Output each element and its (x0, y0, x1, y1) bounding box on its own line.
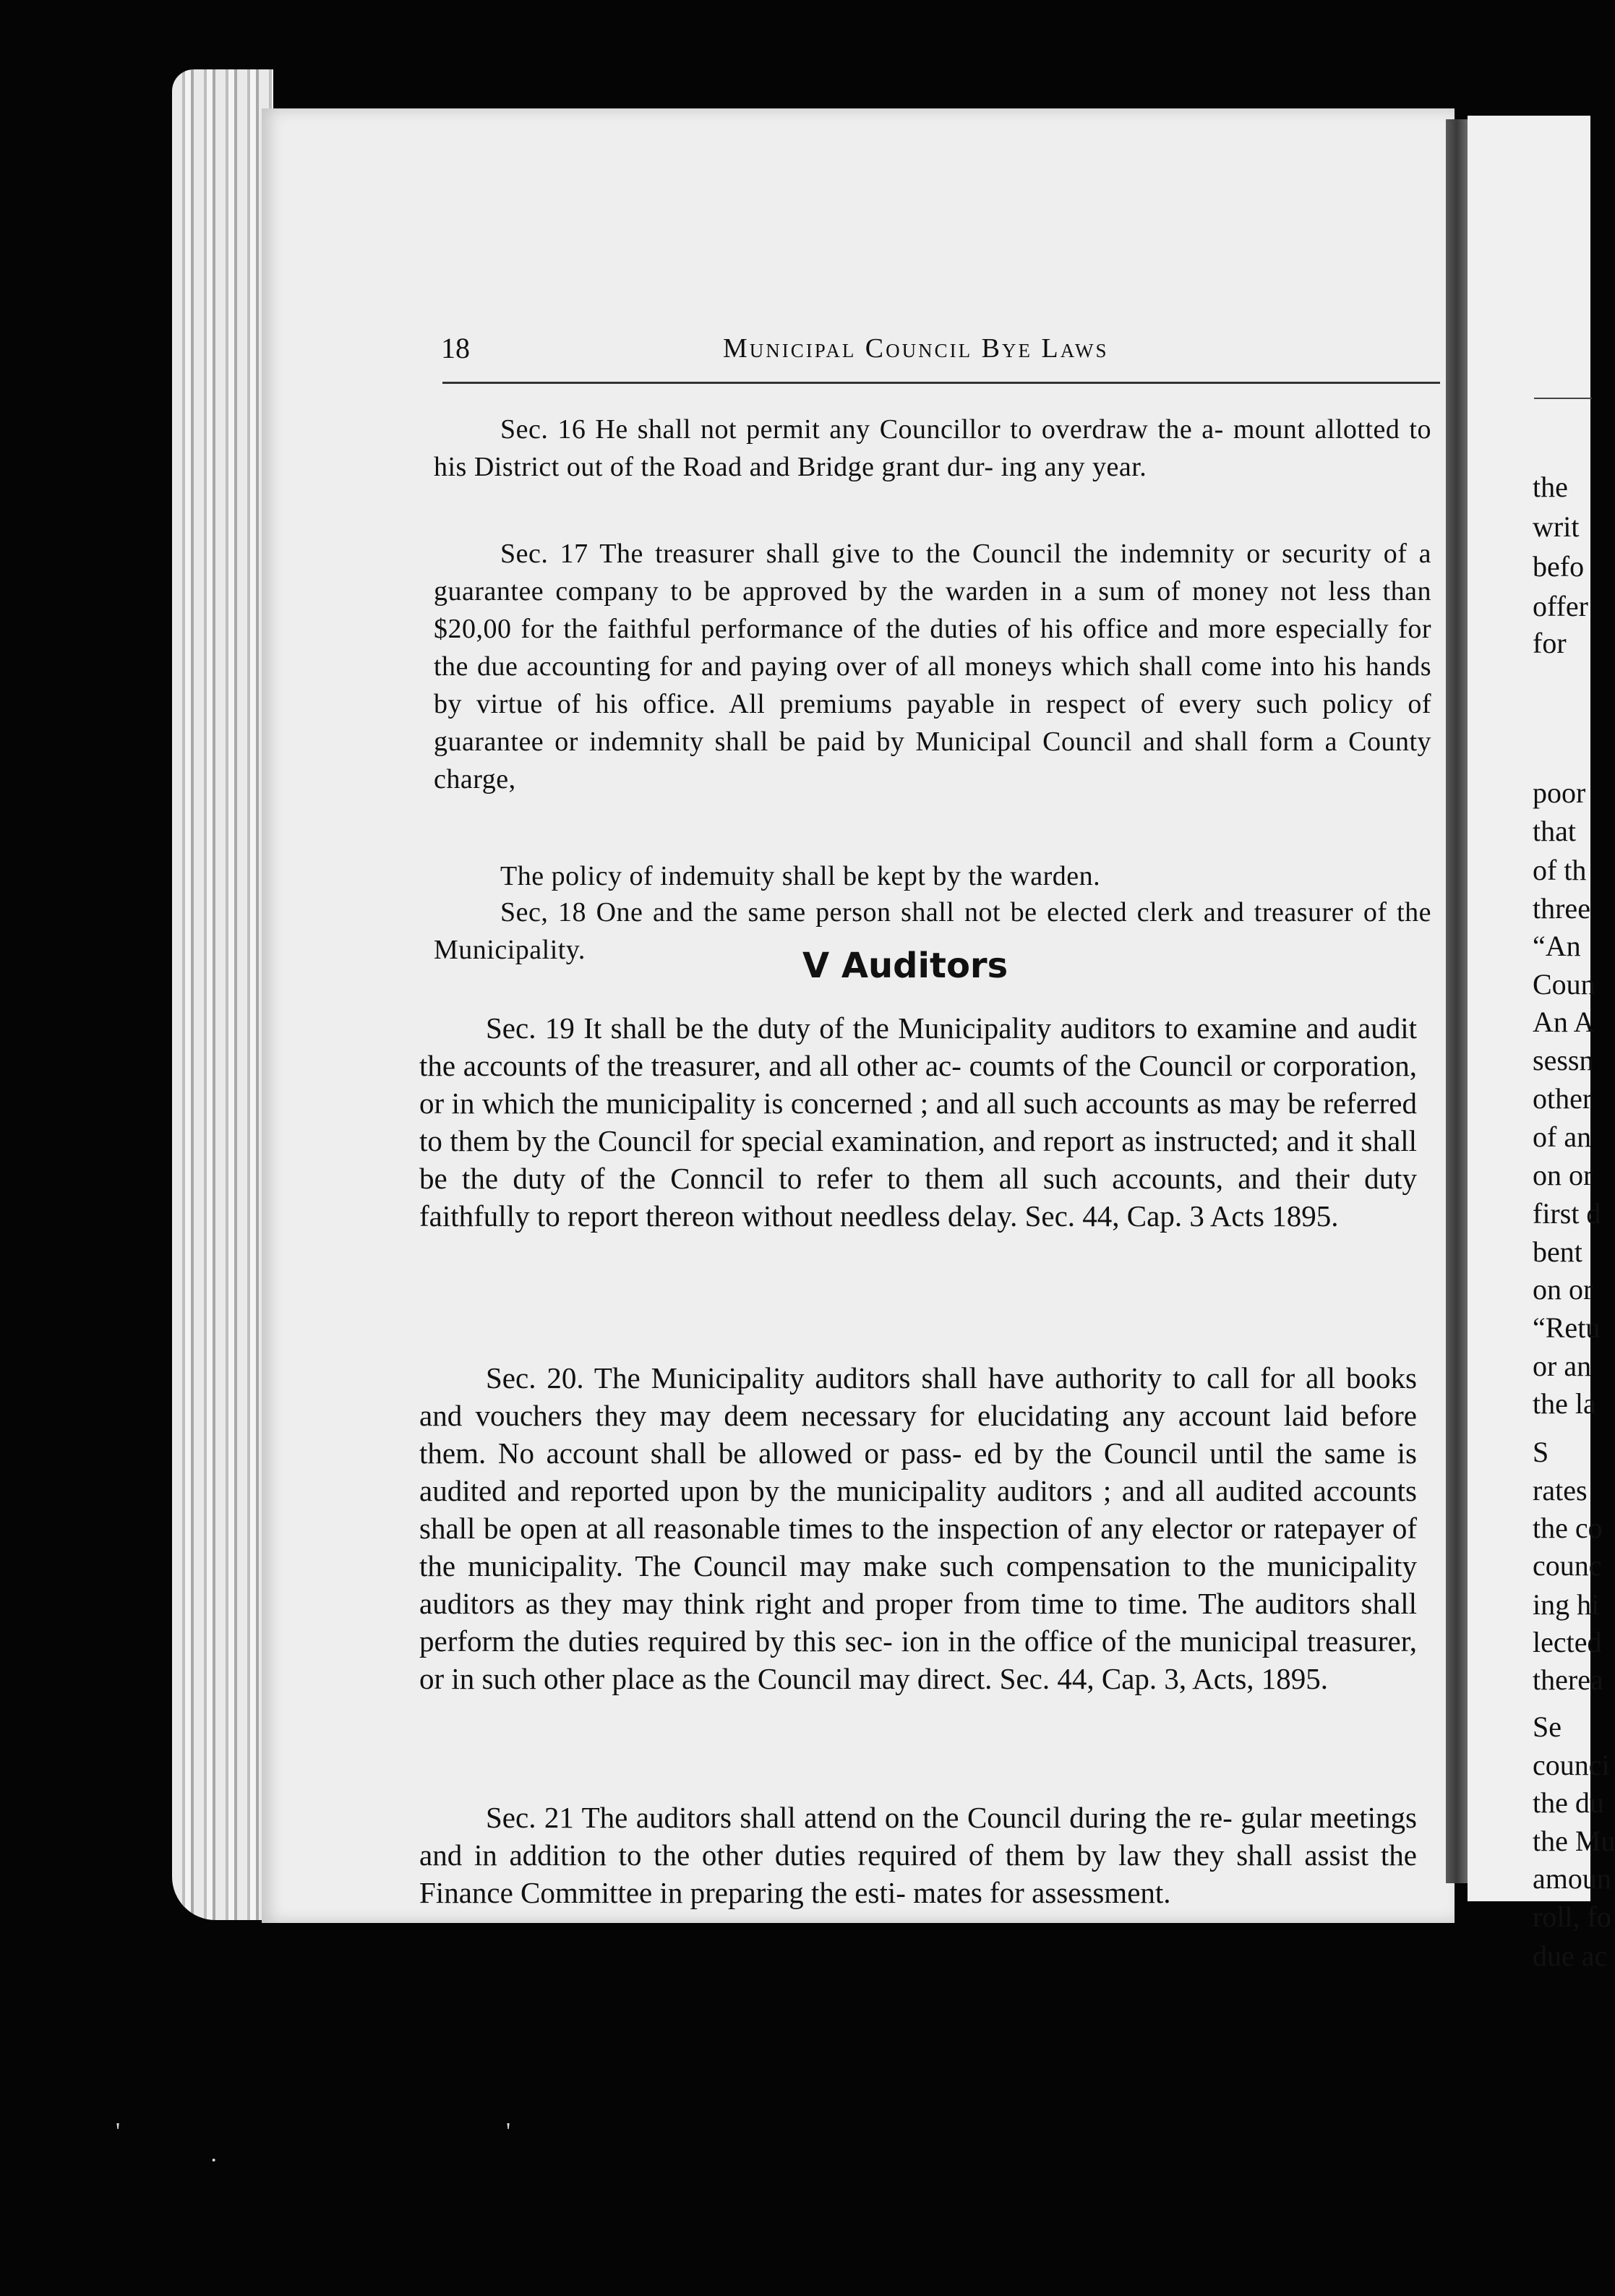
facing-page-line: amoun (1533, 1862, 1611, 1895)
facing-page-line: the co (1533, 1512, 1603, 1544)
section-heading-auditors: V Auditors (802, 946, 1008, 986)
facing-page-line: or an (1533, 1350, 1592, 1382)
facing-page-line: the (1533, 471, 1568, 503)
scan-speck: ' (506, 2118, 511, 2145)
facing-page-line: for (1533, 627, 1567, 659)
facing-page-line: bent (1533, 1235, 1582, 1268)
facing-page-rule (1534, 398, 1592, 399)
facing-page-line: Se (1533, 1710, 1562, 1743)
facing-page-line: on or (1533, 1273, 1593, 1306)
facing-page-line: that (1533, 815, 1576, 847)
facing-page-line: on or (1533, 1159, 1593, 1191)
facing-page-line: lected (1533, 1626, 1602, 1658)
facing-page-line: the du (1533, 1786, 1604, 1819)
policy-note: The policy of indemuity shall be kept by the warden. (500, 861, 1101, 891)
scan-speck: · (210, 2147, 218, 2174)
section-20: Sec. 20. The Municipality auditors shall have authority to call for all books and vouchers they may deem necessary for elucidating any account laid before them. No account shall be allowed or pass- ed by the Council until the same is audited and reported upon by the municipality auditors ; and all audited accounts shall be open at all reasonable times to the inspection of any elector or ratepayer of the municipality. The Council may make such compensation to the municipality auditors as they may think right and proper from time to time. The auditors shall perform the duties required by this sec- ion in the office of the municipal treasurer, or in such other place as the Council may direct. Sec. 44, Cap. 3, Acts, 1895. (419, 1361, 1417, 1695)
facing-page-line: “An (1533, 930, 1581, 962)
book-gutter (1446, 119, 1468, 1883)
facing-page-line: writ (1533, 510, 1580, 543)
facing-page-line: first d (1533, 1197, 1601, 1230)
page-number: 18 (441, 332, 470, 364)
facing-page-line: three (1533, 892, 1590, 925)
book-page-edges (172, 69, 273, 1920)
page-header (441, 331, 1439, 382)
facing-page-line: rates (1533, 1474, 1588, 1507)
facing-page-line: the Mu (1533, 1825, 1615, 1857)
section-16: Sec. 16 He shall not permit any Councillor to overdraw the a- mount allotted to his District out of the Road and Bridge grant dur- ing any year. (434, 414, 1431, 482)
facing-page-line: counci (1533, 1749, 1610, 1781)
facing-page-line: sessn (1533, 1044, 1594, 1076)
scan-specks (116, 2118, 1489, 2263)
facing-page-line: ing hi (1533, 1588, 1600, 1621)
section-18: Sec, 18 One and the same person shall not be elected clerk and treasurer of the Municipality. (434, 897, 1431, 965)
section-17: Sec. 17 The treasurer shall give to the Council the indemnity or security of a guarantee company to be approved by the warden in a sum of money not less than $20,00 for the faithful performance of the duties of his office and more especially for the due accounting for and paying over of all moneys which shall come into his hands by virtue of his office. All premiums payable in respect of every such policy of guarantee or indemnity shall be paid by Municipal Council and shall form a County charge, (434, 539, 1431, 794)
facing-page-line: S (1533, 1436, 1549, 1468)
facing-page-line: roll, fo (1533, 1901, 1611, 1933)
facing-page-line: therea (1533, 1663, 1603, 1696)
facing-page-line: of th (1533, 854, 1587, 886)
facing-page-line: the la (1533, 1387, 1596, 1420)
facing-page-line: “Retu (1533, 1311, 1601, 1344)
scan-speck: ' (116, 2118, 121, 2145)
facing-page-line: due ac (1533, 1940, 1608, 1972)
section-19: Sec. 19 It shall be the duty of the Municipality auditors to examine and audit the accounts of the treasurer, and all other ac- coumts of the Council or corporation, or in which the municipality is concerned ; and all such accounts as may be referred to them by the Council for special examination, and report as instructed; and it shall be the duty of the Conncil to refer to them all such accounts, and their duty faithfully to report thereon without needless delay. Sec. 44, Cap. 3 Acts 1895. (419, 1011, 1417, 1233)
facing-page (1468, 116, 1615, 1972)
section-21: Sec. 21 The auditors shall attend on the Council during the re- gular meetings and in addition to the other duties required of them by law they shall assist the Finance Committee in preparing the esti- mates for assessment. (419, 1801, 1417, 1909)
header-rule (442, 382, 1440, 384)
facing-page-line: other (1533, 1082, 1593, 1115)
facing-page-line: of an (1533, 1121, 1592, 1153)
facing-page-line: offer (1533, 590, 1588, 622)
facing-page-line: counc (1533, 1549, 1602, 1582)
facing-page-line: An A (1533, 1006, 1595, 1038)
facing-page-line: Coun (1533, 968, 1595, 1001)
facing-page-line: befo (1533, 550, 1585, 583)
running-title: Municipal Council Bye Laws (723, 333, 1109, 364)
facing-page-line: poor (1533, 776, 1586, 809)
